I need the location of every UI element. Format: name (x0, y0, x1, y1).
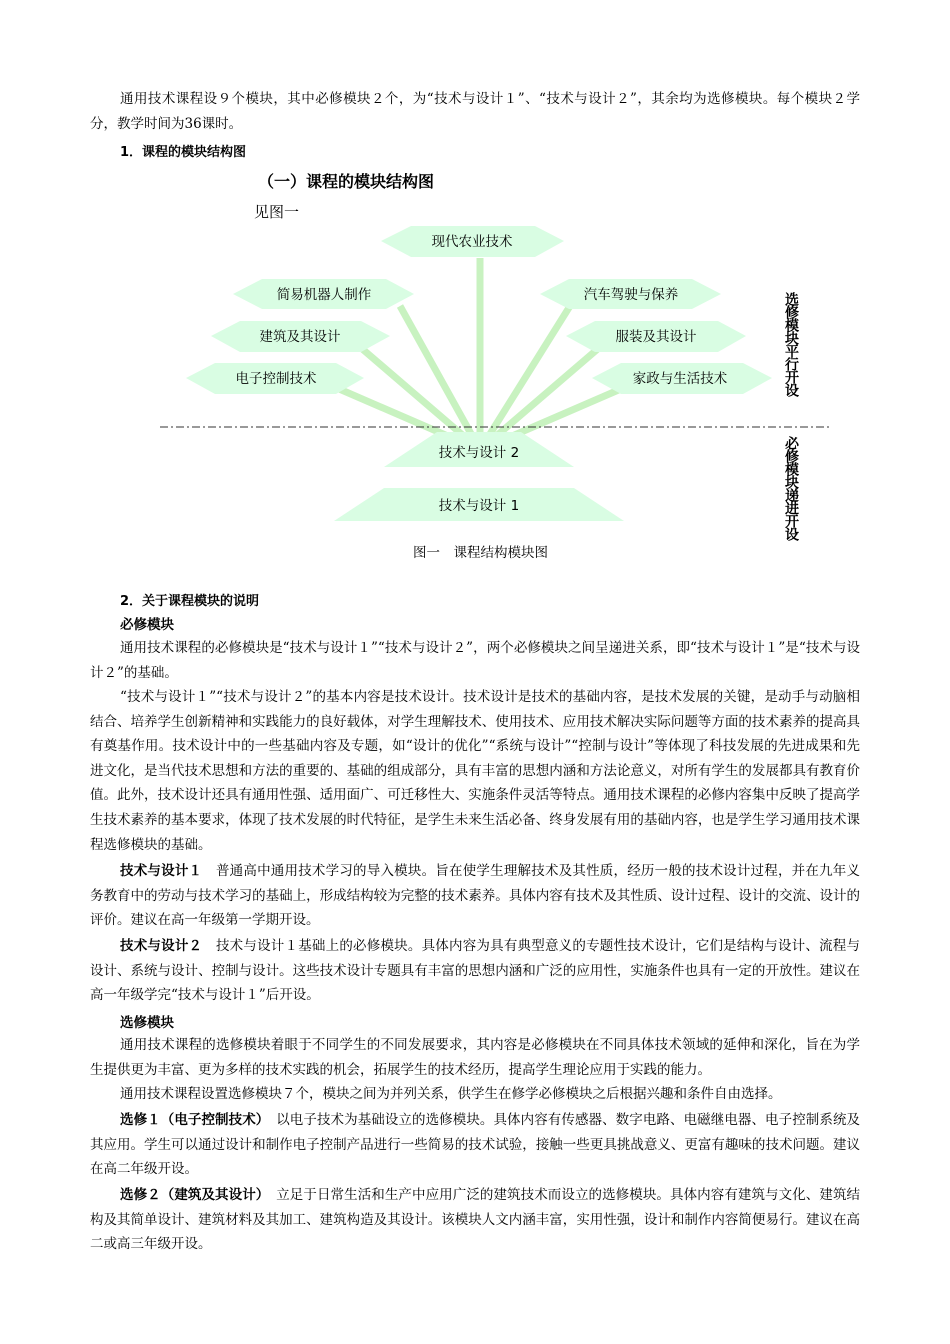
td1-text: 普通高中通用技术学习的导入模块。旨在使学生理解技术及其性质，经历一般的技术设计过程，并在九年义务教育中的劳动与技术学习的基础上，形成结构较为完整的技术素养。具体内容有技术及其性质、设计过程、设计的交流、设计的评价。建议在高一年级第一学期开设。 (90, 863, 861, 929)
figure-caption: 图一 课程结构模块图 (413, 545, 548, 561)
intro-paragraph: 通用技术课程设９个模块，其中必修模块２个，为“技术与设计１”、“技术与设计２”，其余均为选修模块。每个模块２学分，教学时间为36课时。 (90, 91, 860, 132)
elective-module-left-2 (211, 321, 390, 352)
svg-text:简易机器人制作: 简易机器人制作 (276, 287, 372, 303)
svg-text:技术与设计 2: 技术与设计 2 (438, 445, 520, 461)
side-label-required: 必修模块递进开设 (783, 436, 799, 540)
elective-module-top (381, 226, 564, 257)
elective-module-left-1 (233, 279, 414, 309)
svg-text:电子控制技术: 电子控制技术 (235, 371, 317, 387)
required-para-2: “技术与设计１”“技术与设计２”的基本内容是技术设计。技术设计是技术的基础内容，是技术发展的关键，是动手与动脑相结合、培养学生创新精神和实践能力的良好载体，对学生理解技术、使用技术、应用技术解决实际问题等方面的技术素养的提高具有奠基作用。技术设计中的一些基础内容及专题，如“设计的优化”“系统与设计”“控制与设计”等体现了科技发展的先进成果和先进文化，是当代技术思想和方法的重要的、基础的组成部分，具有丰富的思想内涵和方法论意义，对所有学生的发展都具有教育价值。此外，技术设计还具有通用性强、适用面广、可迁移性大、实施条件灵活等特点。通用技术课程的必修内容集中反映了提高学生技术素养的基本要求，体现了技术发展的时代特征，是学生未来生活必备、终身发展有用的基础内容，也是学生学习通用技术课程选修模块的基础。 (90, 689, 860, 853)
elective-module-right-2 (566, 321, 746, 352)
required-para-1: 通用技术课程的必修模块是“技术与设计１”“技术与设计２”，两个必修模块之间呈递进关系，即“技术与设计１”是“技术与设计２”的基础。 (90, 640, 860, 681)
required-module-1 (334, 488, 624, 521)
section-2-heading: 2．关于课程模块的说明 (120, 594, 260, 609)
svg-text:技术与设计 1: 技术与设计 1 (438, 498, 520, 514)
elective-1-label: 选修１（电子控制技术） (120, 1112, 263, 1128)
required-modules-heading: 必修模块 (120, 617, 174, 633)
required-module-2 (384, 432, 574, 467)
svg-text:建筑及其设计: 建筑及其设计 (259, 329, 341, 345)
elective-2-label: 选修２（建筑及其设计） (120, 1187, 263, 1203)
svg-text:家政与生活技术: 家政与生活技术 (632, 371, 728, 387)
elective-module-right-3 (592, 363, 772, 394)
td2-text: 技术与设计１基础上的必修模块。具体内容为具有典型意义的专题性技术设计，它们是结构与设计、流程与设计、系统与设计、控制与设计。这些技术设计专题具有丰富的思想内涵和广泛的应用性，实施条件也具有一定的开放性。建议在高一年级学完“技术与设计１”后开设。 (90, 938, 861, 1004)
elective-module-left-3 (186, 363, 364, 394)
diagram-title: （一）课程的模块结构图 (258, 172, 435, 191)
svg-text:服装及其设计: 服装及其设计 (615, 329, 697, 345)
elective-modules-heading: 选修模块 (120, 1015, 174, 1031)
elective-2-text: 立足于日常生活和生产中应用广泛的建筑技术而设立的选修模块。具体内容有建筑与文化、建筑结构及其简单设计、建筑材料及其加工、建筑构造及其设计。该模块人文内涵丰富，实用性强，设计和制作内容简便易行。建议在高二或高三年级开设。 (90, 1187, 861, 1253)
td1-label: 技术与设计１ (120, 863, 203, 879)
svg-text:现代农业技术: 现代农业技术 (431, 234, 513, 250)
td2-label: 技术与设计２ (120, 938, 203, 954)
elective-module-right-1 (540, 279, 721, 309)
elective-para-2: 通用技术课程设置选修模块７个，模块之间为并列关系，供学生在修学必修模块之后根据兴趣和条件自由选择。 (120, 1086, 782, 1102)
svg-text:汽车驾驶与保养: 汽车驾驶与保养 (583, 287, 679, 303)
elective-2-paragraph (90, 1183, 860, 1257)
elective-1-paragraph (90, 1108, 860, 1182)
td2-paragraph (90, 934, 860, 1008)
td1-paragraph (90, 859, 860, 933)
connector-line (400, 306, 480, 450)
see-figure-label: 见图一 (254, 203, 300, 221)
section-1-heading: 1．课程的模块结构图 (120, 145, 247, 160)
side-label-elective: 选修模块平行开设 (783, 292, 799, 396)
elective-para-1: 通用技术课程的选修模块着眼于不同学生的不同发展要求，其内容是必修模块在不同具体技术领域的延伸和深化，旨在为学生提供更为丰富、更为多样的技术实践的机会，拓展学生的技术经历，提高学生理论应用于实践的能力。 (90, 1037, 860, 1078)
module-structure-diagram (150, 165, 830, 565)
elective-1-text: 以电子技术为基础设立的选修模块。具体内容有传感器、数字电路、电磁继电器、电子控制系统及其应用。学生可以通过设计和制作电子控制产品进行一些简易的技术试验，接触一些更具挑战意义、更富有趣味的技术问题。建议在高二年级开设。 (90, 1112, 861, 1178)
